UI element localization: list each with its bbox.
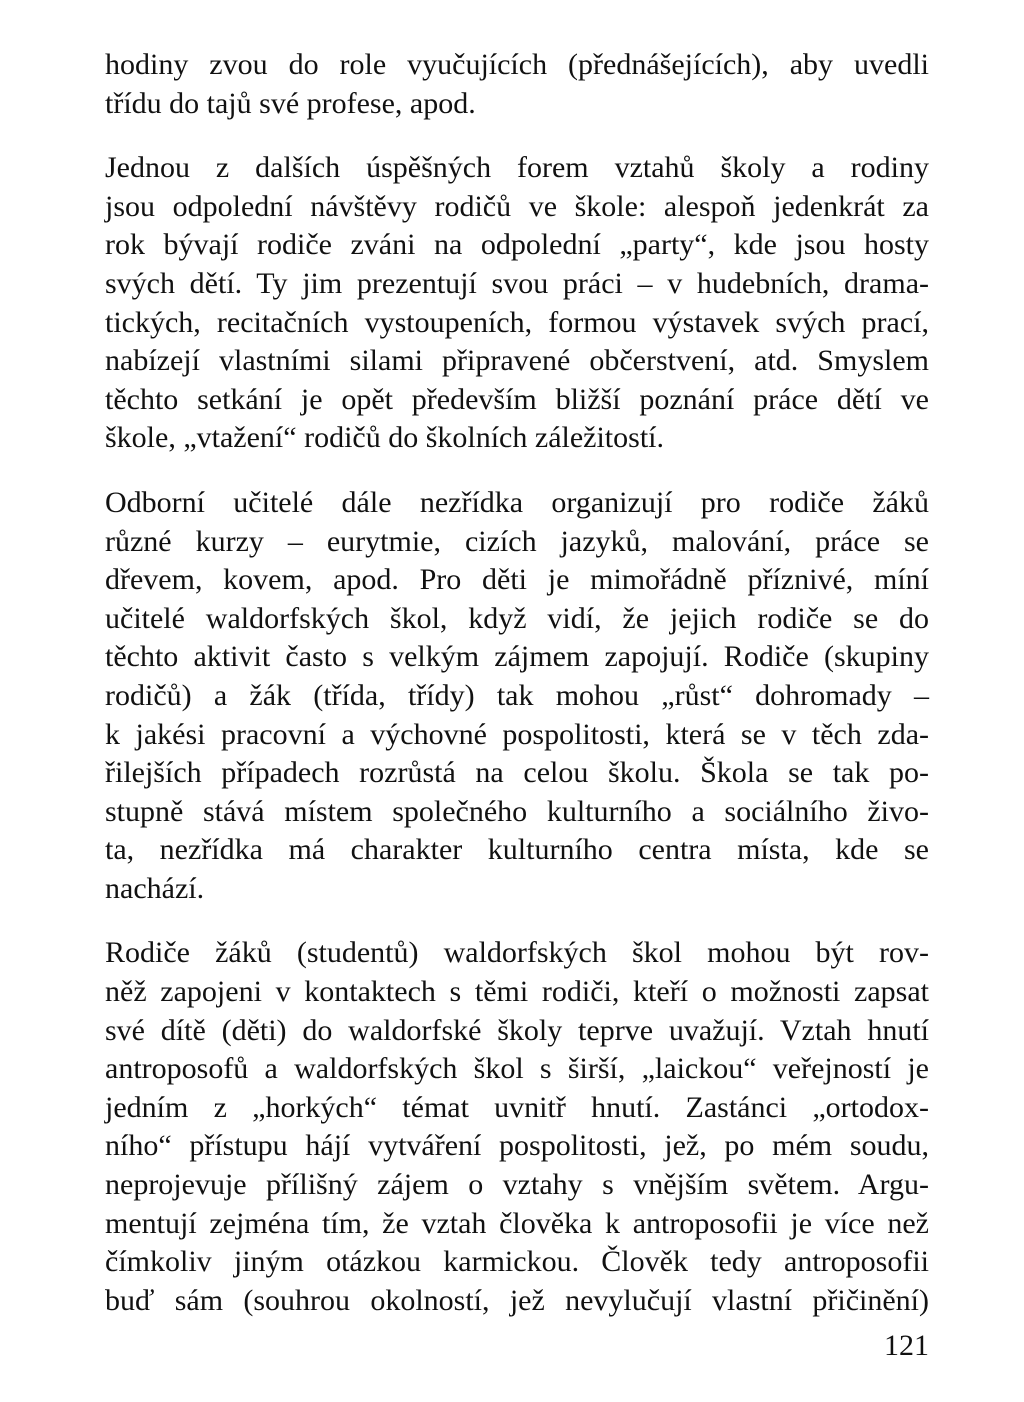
text-line: nabízejí vlastními silami připravené občerstvení, atd. Smyslem <box>105 344 929 378</box>
text-line: neprojevuje přílišný zájem o vztahy s vnějším světem. Argu- <box>105 1168 929 1202</box>
text-line: různé kurzy – eurytmie, cizích jazyků, malování, práce se <box>105 524 929 558</box>
text-line: antroposofů a waldorfských škol s širší, „laickou“ veřejností je <box>105 1052 929 1086</box>
text-line: škole, „vtažení“ rodičů do školních záležitostí. <box>105 421 664 455</box>
text-line: tických, recitačních vystoupeních, formou výstavek svých prací, <box>105 305 929 339</box>
text-line: jedním z „horkých“ témat uvnitř hnutí. Zastánci „ortodox- <box>105 1090 929 1124</box>
text-line: buď sám (souhrou okolností, jež nevylučují vlastní přičinění) <box>105 1283 929 1317</box>
text-line: ního“ přístupu hájí vytváření pospolitosti, jež, po mém soudu, <box>105 1129 929 1163</box>
paragraph-3 <box>105 484 929 909</box>
text-line: těchto aktivit často s velkým zájmem zapojují. Rodiče (skupiny <box>105 640 929 674</box>
text-line: stupně stává místem společného kulturního a sociálního živo- <box>105 794 929 828</box>
text-line: Odborní učitelé dále nezřídka organizují pro rodiče žáků <box>105 485 929 519</box>
text-line: dřevem, kovem, apod. Pro děti je mimořádně příznivé, míní <box>105 563 929 597</box>
paragraph-4 <box>105 934 929 1320</box>
text-line: třídu do tajů své profese, apod. <box>105 86 476 120</box>
text-line: Rodiče žáků (studentů) waldorfských škol mohou být rov- <box>105 936 929 970</box>
text-line: nachází. <box>105 871 205 905</box>
text-line: k jakési pracovní a výchovné pospolitosti, která se v těch zda- <box>105 717 929 751</box>
text-line: učitelé waldorfských škol, když vidí, že jejich rodiče se do <box>105 601 929 635</box>
text-line: hodiny zvou do role vyučujících (přednášejících), aby uvedli <box>105 48 929 81</box>
page-number: 121 <box>884 1329 929 1362</box>
text-line: Jednou z dalších úspěšných forem vztahů školy a rodiny <box>105 151 929 185</box>
text-line: mentují zejména tím, že vztah člověka k antroposofii je více než <box>105 1206 929 1240</box>
text-line: rodičů) a žák (třída, třídy) tak mohou „růst“ dohromady – <box>105 678 929 712</box>
text-line: jsou odpolední návštěvy rodičů ve škole: alespoň jedenkrát za <box>105 189 929 223</box>
text-line: ta, nezřídka má charakter kulturního centra místa, kde se <box>105 833 929 867</box>
text-line: svých dětí. Ty jim prezentují svou práci – v hudebních, drama- <box>105 266 929 300</box>
text-line: čímkoliv jiným otázkou karmickou. Člověk tedy antroposofii <box>105 1245 929 1279</box>
text-line: rok bývají rodiče zváni na odpolední „party“, kde jsou hosty <box>105 228 929 262</box>
text-line: své dítě (děti) do waldorfské školy teprve uvažují. Vztah hnutí <box>105 1013 929 1047</box>
body-text <box>105 46 929 1320</box>
text-line: něž zapojeni v kontaktech s těmi rodiči, kteří o možnosti zapsat <box>105 975 929 1009</box>
paragraph-1 <box>105 46 929 123</box>
paragraph-2 <box>105 149 929 458</box>
text-line: těchto setkání je opět především bližší poznání práce dětí ve <box>105 382 929 416</box>
text-line: řilejších případech rozrůstá na celou školu. Škola se tak po- <box>105 756 929 790</box>
